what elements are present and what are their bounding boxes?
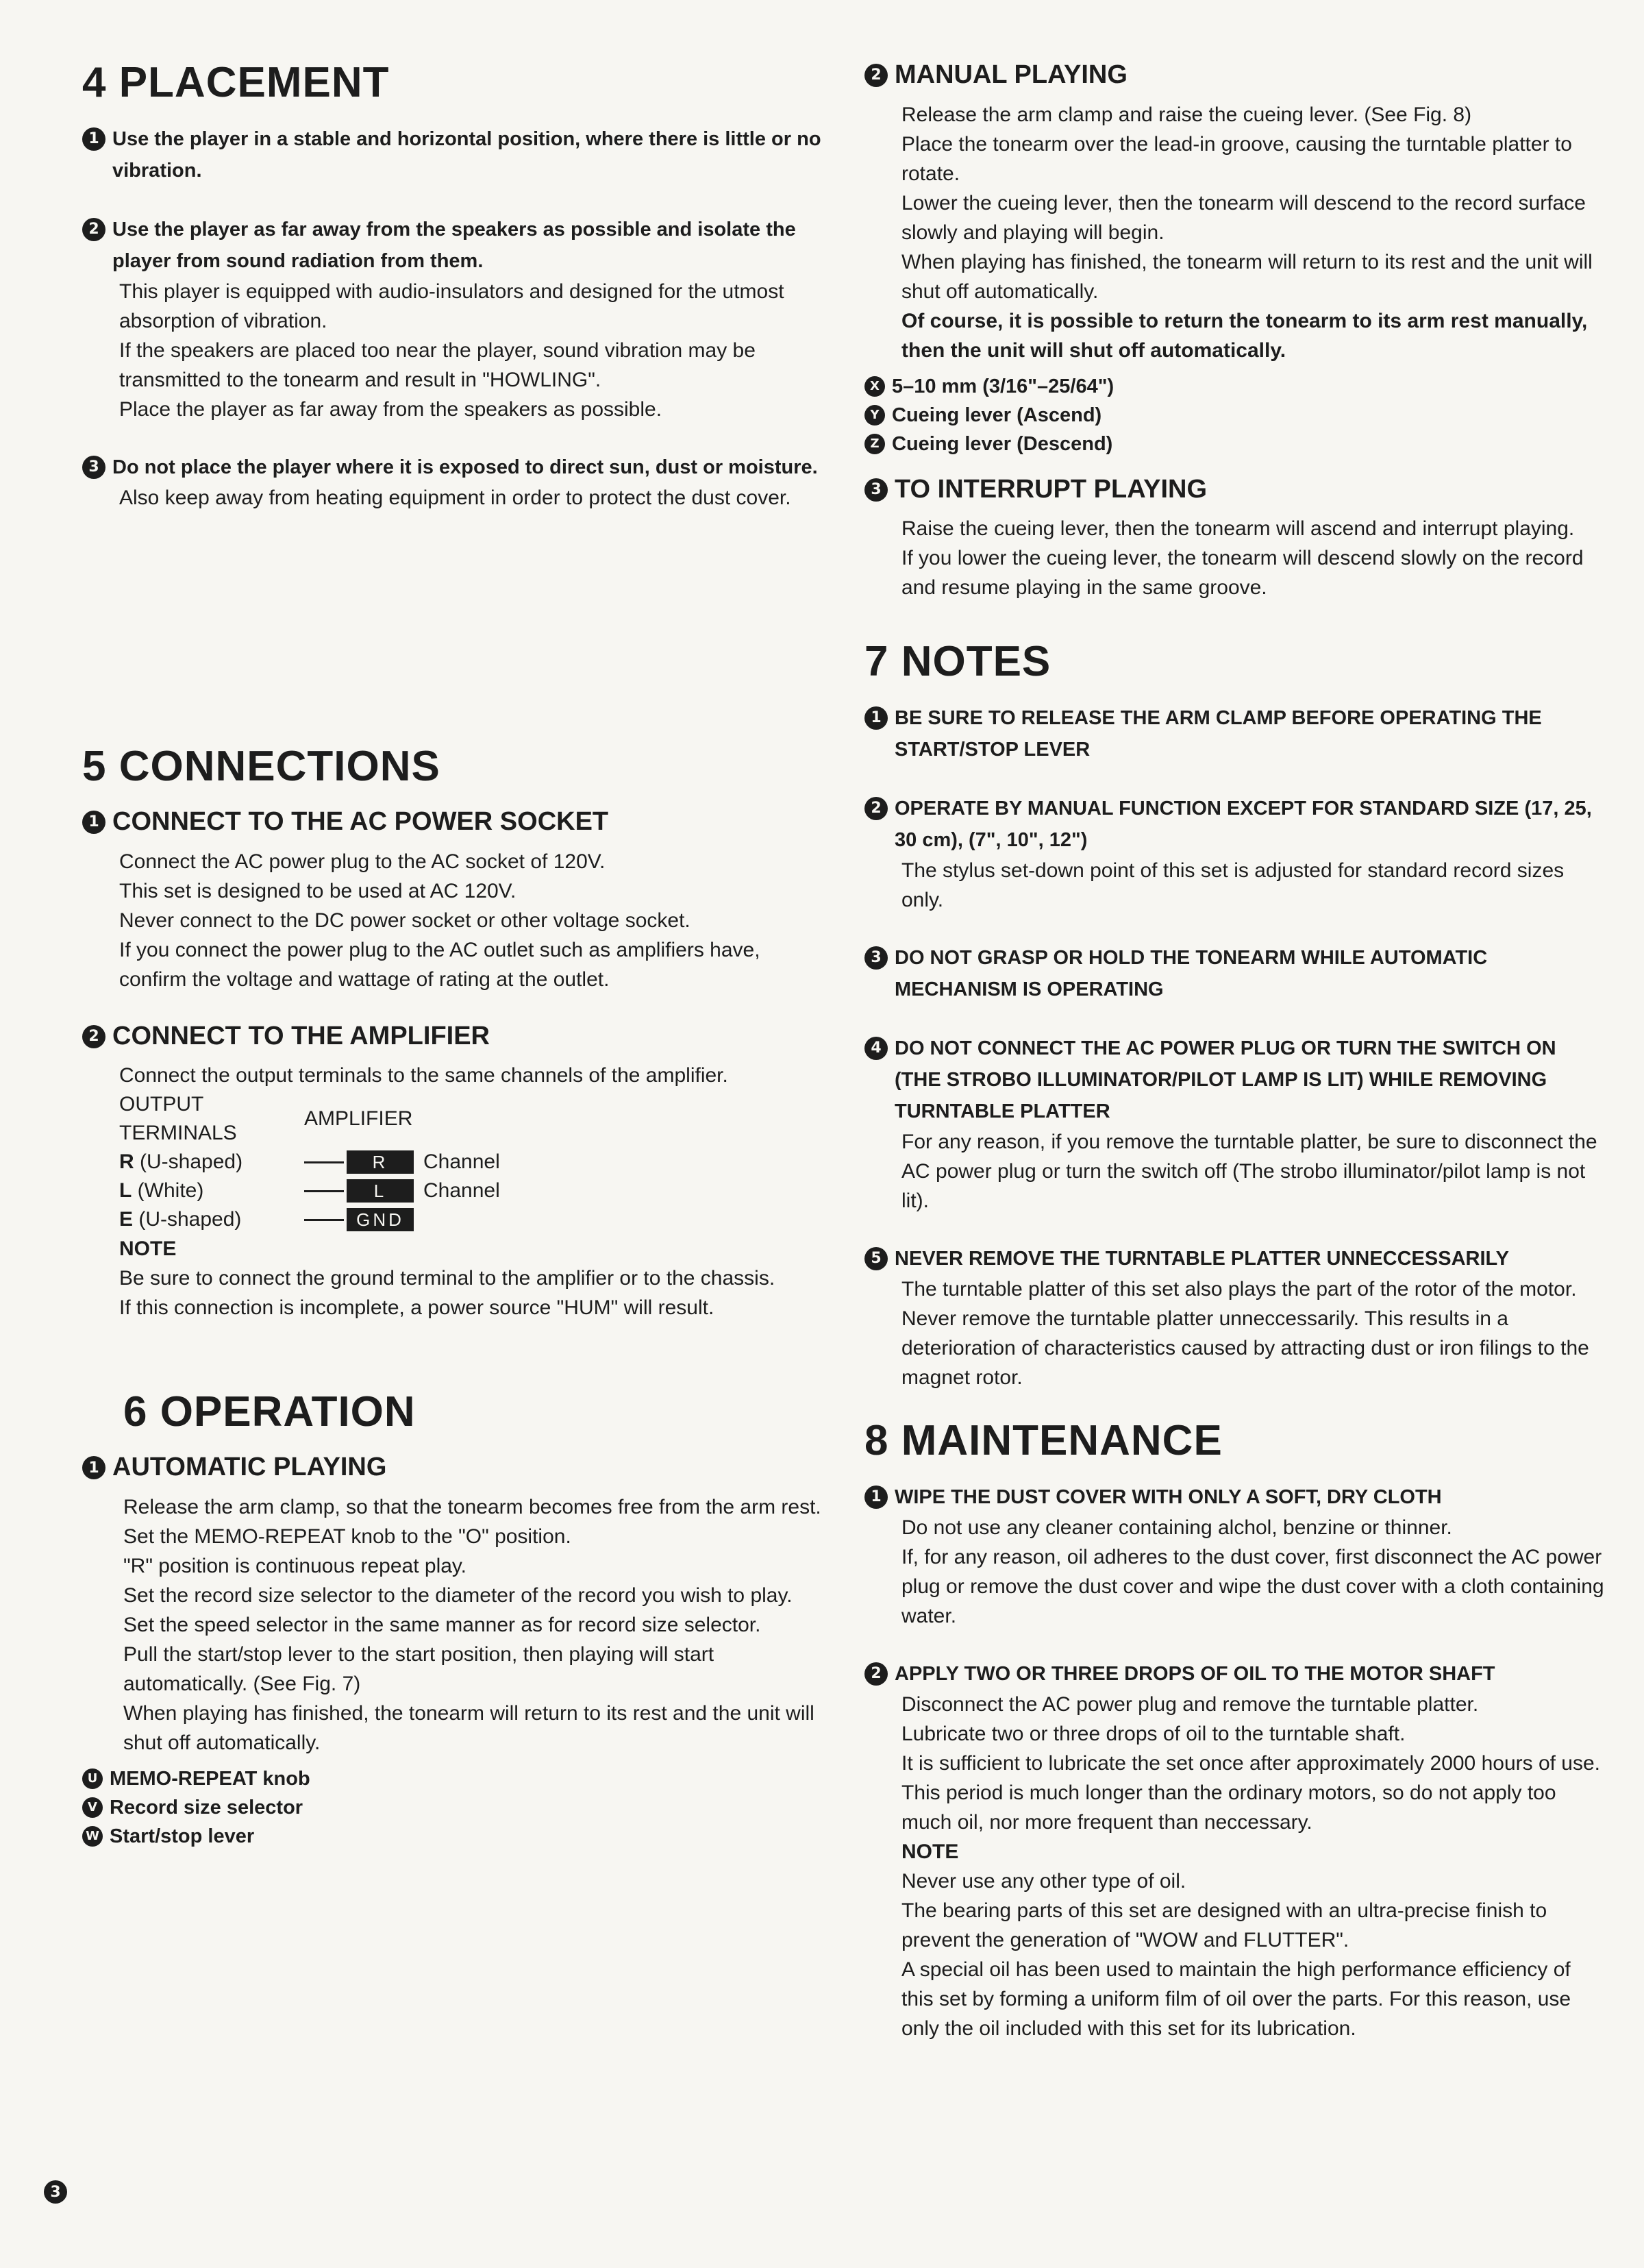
page-number: 3	[44, 2180, 67, 2204]
number-bullet-icon: 4	[864, 1037, 888, 1060]
connect-ac-heading: 1 CONNECT TO THE AC POWER SOCKET	[82, 807, 829, 837]
placement-item-3: 3 Do not place the player where it is exposed to direct sun, dust or moisture. Also keep away from heating equipment in order to protect the dust cover.	[82, 452, 829, 513]
notes-title: 7 NOTES	[864, 638, 1051, 686]
placement-item-1: 1 Use the player in a stable and horizontal position, where there is little or no vibration.	[82, 123, 829, 186]
auto-playing-heading: 1 AUTOMATIC PLAYING	[82, 1453, 829, 1483]
number-bullet-icon: 3	[82, 456, 105, 479]
number-bullet-icon: 1	[864, 1486, 888, 1509]
letter-bullet-icon: U	[82, 1768, 103, 1789]
figure-labels: U MEMO-REPEAT knob V Record size selector W Start/stop lever	[82, 1764, 829, 1851]
right-column: 2 MANUAL PLAYING Release the arm clamp and raise the cueing lever. (See Fig. 8) Place the tonearm over the lead-in groove, causing the turntable platter to rotate. Lower the cueing lever, then the tonearm will descend to the record surface slowly and playing will begin. When playing has finished, the tonearm will return to its rest and the unit will shut off automatically. Of course, it is possible to return the tonearm to its arm rest manually, then the unit will shut off automatically. X 5–10 mm (3/16"–25/64") Y Cueing lever (Ascend) Z Cueing lever (Descend) 3 TO INTERRUPT PLAYING Raise the cueing lever, then the tonearm will ascend and interrupt playing. If you lower the cueing lever, the tonearm will descend slowly on the record and resume playing in the same groove. 7 NOTES 1 BE SURE TO RELEASE THE ARM CLAMP BEFORE OPERATING THE START/STOP LEVER 2 OPERATE BY MANUAL FUNCTION EXCEPT FOR STANDARD SIZE (17, 25, 30 cm), (7", 10", 12") The stylus set-down point of this set is adjusted for standard record sizes only. 3 DO NOT GRASP OR HOLD THE TONEARM WHILE AUTOMATIC MECHANISM IS OPERATING 4 DO NOT CONNECT THE AC POWER PLUG OR TURN THE SWITCH ON (THE STROBO ILLUMINATOR/PILOT LAMP IS LIT) WHILE REMOVING TURNTABLE PLATTER For any reason, if you remove the turntable platter, be sure to disconnect the AC power plug or turn the switch off (The strobo illuminator/pilot lamp is not lit). 5 NEVER REMOVE THE TURNTABLE PLATTER UNNECCESSARILY The turntable platter of this set also plays the part of the rotor of the motor. Never remove the turntable platter unneccessarily. This results in a deterioration of characteristics caused by attracting dust or iron filings to the magnet rotor. 8 MAINTENANCE 1 WIPE THE DUST COVER WITH ONLY A SOFT, DRY CLOTH Do not use any cleaner containing alchol, benzine or thinner. If, for any reason, oil adheres to the dust cover, first disconnect the AC power plug or remove the dust cover and wipe the dust cover with a cloth containing water. 2 APPLY TWO OR THREE DROPS OF OIL TO THE MOTOR SHAFT Disconnect the AC power plug and remove the turntable platter. Lubricate two or three drops of oil to the turntable shaft. It is sufficient to lubricate the set once after approximately 2000 hours of use. This period is much longer than the ordinary motors, so do not apply too much oil, nor more frequent than neccessary. NOTE Never use any other type of oil. The bearing parts of this set are designed with an ultra-precise finish to prevent the generation of "WOW and FLUTTER". A special oil has been used to maintain the high performance efficiency of this set by forming a uniform film of oil over the parts. For this reason, use only the oil included with this set for its lubrication.	[864, 60, 1604, 2071]
notes-item-3: 3 DO NOT GRASP OR HOLD THE TONEARM WHILE AUTOMATIC MECHANISM IS OPERATING	[864, 942, 1604, 1005]
letter-bullet-icon: V	[82, 1797, 103, 1818]
number-bullet-icon: 3	[864, 478, 888, 502]
number-bullet-icon: 1	[82, 1456, 105, 1479]
figure-labels: X 5–10 mm (3/16"–25/64") Y Cueing lever (Ascend) Z Cueing lever (Descend)	[864, 372, 1604, 458]
interrupt-playing-heading: 3 TO INTERRUPT PLAYING	[864, 475, 1604, 505]
operation-title: 6 OPERATION	[123, 1388, 416, 1436]
number-bullet-icon: 1	[82, 811, 105, 834]
notes-item-4: 4 DO NOT CONNECT THE AC POWER PLUG OR TURN THE SWITCH ON (THE STROBO ILLUMINATOR/PILOT LAMP IS LIT) WHILE REMOVING TURNTABLE PLATTER For any reason, if you remove the turntable platter, be sure to disconnect the AC power plug or turn the switch off (The strobo illuminator/pilot lamp is not lit).	[864, 1033, 1604, 1216]
number-bullet-icon: 1	[82, 127, 105, 151]
terminal-box: GND	[347, 1208, 414, 1231]
terminal-box: R	[347, 1150, 414, 1174]
terminal-row-r: R (U-shaped) R Channel	[119, 1150, 500, 1174]
letter-bullet-icon: Z	[864, 434, 885, 454]
maintenance-item-1: 1 WIPE THE DUST COVER WITH ONLY A SOFT, DRY CLOTH Do not use any cleaner containing alchol, benzine or thinner. If, for any reason, oil adheres to the dust cover, first disconnect the AC power plug or remove the dust cover and wipe the dust cover with a cloth containing water.	[864, 1481, 1604, 1631]
connect-amp-heading: 2 CONNECT TO THE AMPLIFIER	[82, 1022, 829, 1052]
placement-title: 4 PLACEMENT	[82, 59, 390, 106]
notes-item-1: 1 BE SURE TO RELEASE THE ARM CLAMP BEFORE OPERATING THE START/STOP LEVER	[864, 702, 1604, 765]
notes-item-2: 2 OPERATE BY MANUAL FUNCTION EXCEPT FOR STANDARD SIZE (17, 25, 30 cm), (7", 10", 12") The stylus set-down point of this set is adjusted for standard record sizes only.	[864, 793, 1604, 915]
connections-title: 5 CONNECTIONS	[82, 743, 440, 790]
terminal-row-e: E (U-shaped) GND	[119, 1205, 829, 1234]
number-bullet-icon: 2	[864, 64, 888, 87]
number-bullet-icon: 1	[864, 706, 888, 730]
number-bullet-icon: 2	[864, 1662, 888, 1686]
number-bullet-icon: 3	[864, 946, 888, 970]
number-bullet-icon: 2	[864, 797, 888, 820]
notes-item-5: 5 NEVER REMOVE THE TURNTABLE PLATTER UNNECCESSARILY The turntable platter of this set also plays the part of the rotor of the motor. Never remove the turntable platter unneccessarily. This results in a deterioration of characteristics caused by attracting dust or iron filings to the magnet rotor.	[864, 1243, 1604, 1392]
letter-bullet-icon: X	[864, 376, 885, 397]
maintenance-item-2: 2 APPLY TWO OR THREE DROPS OF OIL TO THE MOTOR SHAFT Disconnect the AC power plug and remove the turntable platter. Lubricate two or three drops of oil to the turntable shaft. It is sufficient to lubricate the set once after approximately 2000 hours of use. This period is much longer than the ordinary motors, so do not apply too much oil, nor more frequent than neccessary. NOTE Never use any other type of oil. The bearing parts of this set are designed with an ultra-precise finish to prevent the generation of "WOW and FLUTTER". A special oil has been used to maintain the high performance efficiency of this set by forming a uniform film of oil over the parts. For this reason, use only the oil included with this set for its lubrication.	[864, 1658, 1604, 2043]
letter-bullet-icon: W	[82, 1826, 103, 1847]
placement-item-2: 2 Use the player as far away from the speakers as possible and isolate the player from sound radiation from them. This player is equipped with audio-insulators and designed for the utmost absorption of vibration. If the speakers are placed too near the player, sound vibration may be transmitted to the tonearm and result in "HOWLING". Place the player as far away from the speakers as possible.	[82, 214, 829, 424]
maintenance-title: 8 MAINTENANCE	[864, 1417, 1223, 1465]
terminal-box: L	[347, 1179, 414, 1203]
terminal-table: OUTPUT TERMINALS AMPLIFIER R (U-shaped) R Channel L (White) L Channel E (U-shaped) GND	[119, 1090, 829, 1234]
number-bullet-icon: 2	[82, 218, 105, 241]
number-bullet-icon: 2	[82, 1025, 105, 1048]
number-bullet-icon: 5	[864, 1247, 888, 1270]
terminal-row-l: L (White) L Channel	[119, 1179, 500, 1203]
manual-playing-heading: 2 MANUAL PLAYING	[864, 60, 1604, 90]
letter-bullet-icon: Y	[864, 405, 885, 426]
left-column: 4 PLACEMENT 1 Use the player in a stable and horizontal position, where there is little or no vibration. 2 Use the player as far away from the speakers as possible and isolate the player from sound radiation from them. This player is equipped with audio-insulators and designed for the utmost absorption of vibration. If the speakers are placed too near the player, sound vibration may be transmitted to the tonearm and result in "HOWLING". Place the player as far away from the speakers as possible. 3 Do not place the player where it is exposed to direct sun, dust or moisture. Also keep away from heating equipment in order to protect the dust cover. 5 CONNECTIONS 1 CONNECT TO THE AC POWER SOCKET Connect the AC power plug to the AC socket of 120V. This set is designed to be used at AC 120V. Never connect to the DC power socket or other voltage socket. If you connect the power plug to the AC outlet such as amplifiers have, confirm the voltage and wattage of rating at the outlet. 2 CONNECT TO THE AMPLIFIER Connect the output terminals to the same channels of the amplifier. OUTPUT TERMINALS AMPLIFIER R (U-shaped) R Channel L (White) L Channel E (U-shaped) GND NOTE Be sure to connect the ground terminal to the amplifier or to the chassis. If this connection is incomplete, a power source "HUM" will result. 6 OPERATION 1 AUTOMATIC PLAYING Release the arm clamp, so that the tonearm becomes free from the arm rest. Set the MEMO-REPEAT knob to the "O" position. "R" position is continuous repeat play. Set the record size selector to the diameter of the record you wish to play. Set the speed selector in the same manner as for record size selector. Pull the start/stop lever to the start position, then playing will start automatically. (See Fig. 7) When playing has finished, the tonearm will return to its rest and the unit will shut off automatically. U MEMO-REPEAT knob V Record size selector W Start/stop lever	[82, 62, 829, 1867]
